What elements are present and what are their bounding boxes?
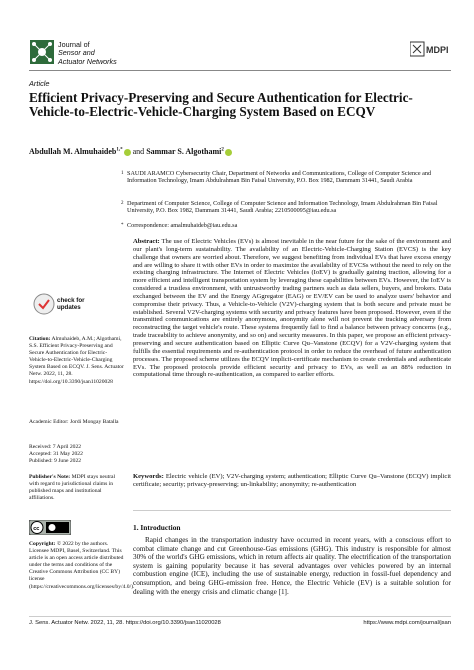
affiliation-1	[121, 170, 457, 185]
corr-text: Correspondence: amalmuhaideb@iau.edu.sa	[127, 222, 238, 229]
paper-title: Efficient Privacy-Preserving and Secure Authentication for Electric-Vehicle-to-Electric-Vehicle-Charging System Based on ECQV	[29, 90, 413, 120]
keywords-text: Electric vehicle (EV); V2V-charging system; authentication; Elliptic Curve Qu–Vanstone (ECQV) implicit certificate; security; privacy-preserving; un-linkability; anonymity; re-authentication	[133, 473, 452, 488]
orcid-icon[interactable]	[124, 149, 131, 156]
editor-block	[29, 419, 125, 426]
mdpi-logo	[410, 40, 450, 58]
copyright-block	[29, 541, 135, 591]
copyright-text: © 2022 by the authors. Licensee MDPI, Basel, Switzerland. This article is an open access article distributed under the terms and conditions of the Creative Commons Attribution (CC BY) license (https://creativecommons.org/licenses/by/4.0/).	[29, 541, 135, 590]
footer-citation-link[interactable]: J. Sens. Actuator Netw. 2022, 11, 28. https://doi.org/10.3390/jsan11020028	[29, 620, 221, 626]
published-date: Published: 9 June 2022	[29, 458, 82, 465]
keywords-label: Keywords:	[133, 473, 164, 480]
author-2-sup: 2	[221, 147, 224, 153]
author-1-sup: 1,*	[116, 147, 123, 153]
author-1[interactable]: Abdullah M. Almuhaideb	[29, 147, 117, 156]
abstract-label: Abstract:	[133, 238, 160, 245]
neutral-label: Publisher's Note:	[29, 474, 71, 480]
keywords	[133, 473, 451, 489]
editor-label: Academic Editor:	[29, 419, 69, 425]
svg-text:cc: cc	[33, 526, 40, 532]
abstract-text: The use of Electric Vehicles (EVs) is almost inevitable in the near future for the sake of the environment and our plant's long-term sustainability. The availability of an Electric-Vehicle-Charging Station (EVCS) is the key challenge that owners are worried about. Therefore, we suggest benefiting from individual EVs that have excess energy and are willing to share it with other EVs in order to maximize the availability of EVCSs without the need to rely on the existing charging infrastructure. The Internet of Electric Vehicles (IoEV) is gradually gaining traction, allowing for a more efficient and intelligent transportation system by leveraging these capabilities between EVs. However, the IoEV is considered a trustless environment, with untrustworthy trading partners such as data sellers, buyers, and brokers. Data exchanged between the EV and the Energy AGgregator (EAG) or EV/EV can be used to analyze users' behavior and compromise their privacy. Thus, a Vehicle-to-Vehicle (V2V)-charging system that is both secure and private must be established. Several V2V-charging systems with security and privacy features have been proposed. However, even if the transmitted communications are entirely anonymous, anonymity alone will not prevent the tracking adversary from reconstructing the target vehicle's route. These systems frequently fail to find a balance between privacy concerns (e.g., trade traceability to achieve anonymity, and so on) and security measures. In this paper, we propose an efficient privacy-preserving and secure authentication based on Elliptic Curve Qu–Vanstone (ECQV) for a V2V-charging system that fulfills the essential requirements and re-authentication protocol in order to reduce the overhead of future authentication processes. The proposed scheme utilizes the ECQV implicit-certificate mechanism to create credentials and authenticate EVs. The proposed protocols provide efficient security and privacy to EVs, as well as an 88% reduction in computational time through re-authentication, as compared to earlier efforts.	[133, 238, 451, 379]
section-heading: 1. Introduction	[133, 523, 181, 532]
footer-rule	[29, 616, 451, 617]
journal-line3: Actuator Networks	[58, 56, 117, 66]
authors-and: and	[132, 147, 145, 156]
intro-paragraph	[133, 536, 451, 596]
header-rule	[29, 70, 451, 71]
aff-num-2: 2	[121, 201, 124, 206]
publisher-name: MDPI	[426, 45, 449, 55]
copyright-label: Copyright:	[29, 541, 56, 547]
received-date: Received: 7 April 2022	[29, 444, 82, 450]
journal-logo-icon	[30, 40, 54, 64]
section-divider	[133, 510, 451, 511]
dates-block	[29, 444, 125, 465]
journal-name	[58, 41, 117, 66]
authors	[29, 147, 232, 156]
abstract	[133, 238, 451, 379]
footer-journal-link[interactable]: https://www.mdpi.com/journal/jsan	[363, 620, 451, 626]
neutral-text: MDPI stays neutral with regard to jurisdictional claims in published maps and institutional affiliations.	[29, 474, 116, 502]
aff-text-2: Department of Computer Science, College of Computer Science and Information Technology, Imam Abdulrahman Bin Faisal University, P.O. Box 1982, Dammam 31441, Saudi Arabia; 2210500095@iau.edu.sa	[127, 200, 438, 215]
editor-name: Jordi Mongay Batalla	[70, 419, 119, 425]
orcid-icon[interactable]	[225, 149, 232, 156]
check-for-updates-button[interactable]	[29, 293, 125, 321]
check-label: check for updates	[57, 297, 85, 311]
citation-label: Citation:	[29, 336, 51, 342]
journal-line1: Journal of	[58, 40, 90, 49]
intro-text: Rapid changes in the transportation industry have occurred in recent years, with a conscious effort to combat climate change and cut Greenhouse-Gas emissions (GHG). This industry is responsible for almost 30% of the world's GHG emissions, which in return affects air quality. The electrification of the transportation system is gaining popularity because it has several advantages over vehicles powered by an internal combustion engine (ICE), including the use of sustainable energy, reduction in fossil-fuel dependency and consumption, and being GHG-emission free. Hence, the Electric Vehicle (EV) is a suitable solution for dealing with the energy crisis and climatic change [1].	[133, 536, 451, 596]
journal-line2: Sensor and	[58, 48, 95, 58]
article-type: Article	[29, 79, 50, 88]
accepted-date: Accepted: 31 May 2022	[29, 451, 83, 458]
aff-num-1: 1	[121, 171, 124, 176]
publisher-note	[29, 474, 125, 502]
aff-num-3: *	[121, 223, 124, 228]
correspondence	[121, 222, 457, 229]
citation-text: Almuhaideb, A.M.; Algothami, S.S. Efficient Privacy-Preserving and Secure Authentication for Electric-Vehicle-to-Electric-Vehicle-Charging System Based on ECQV. J. Sens. Actuator Netw. 2022, 11, 28. https://doi.org/10.3390/jsan11020028	[29, 336, 124, 385]
aff-text-1: SAUDI ARAMCO Cybersecurity Chair, Department of Networks and Communications, College of Computer Science and Information Technology, Imam Abdulrahman Bin Faisal University, P.O. Box 1982, Dammam 31441, Saudi Arabia	[127, 170, 432, 185]
citation-block	[29, 336, 125, 386]
author-2[interactable]: Sammar S. Algothami	[146, 147, 222, 156]
affiliation-2	[121, 200, 457, 215]
cc-by-license-icon[interactable]	[29, 520, 71, 535]
